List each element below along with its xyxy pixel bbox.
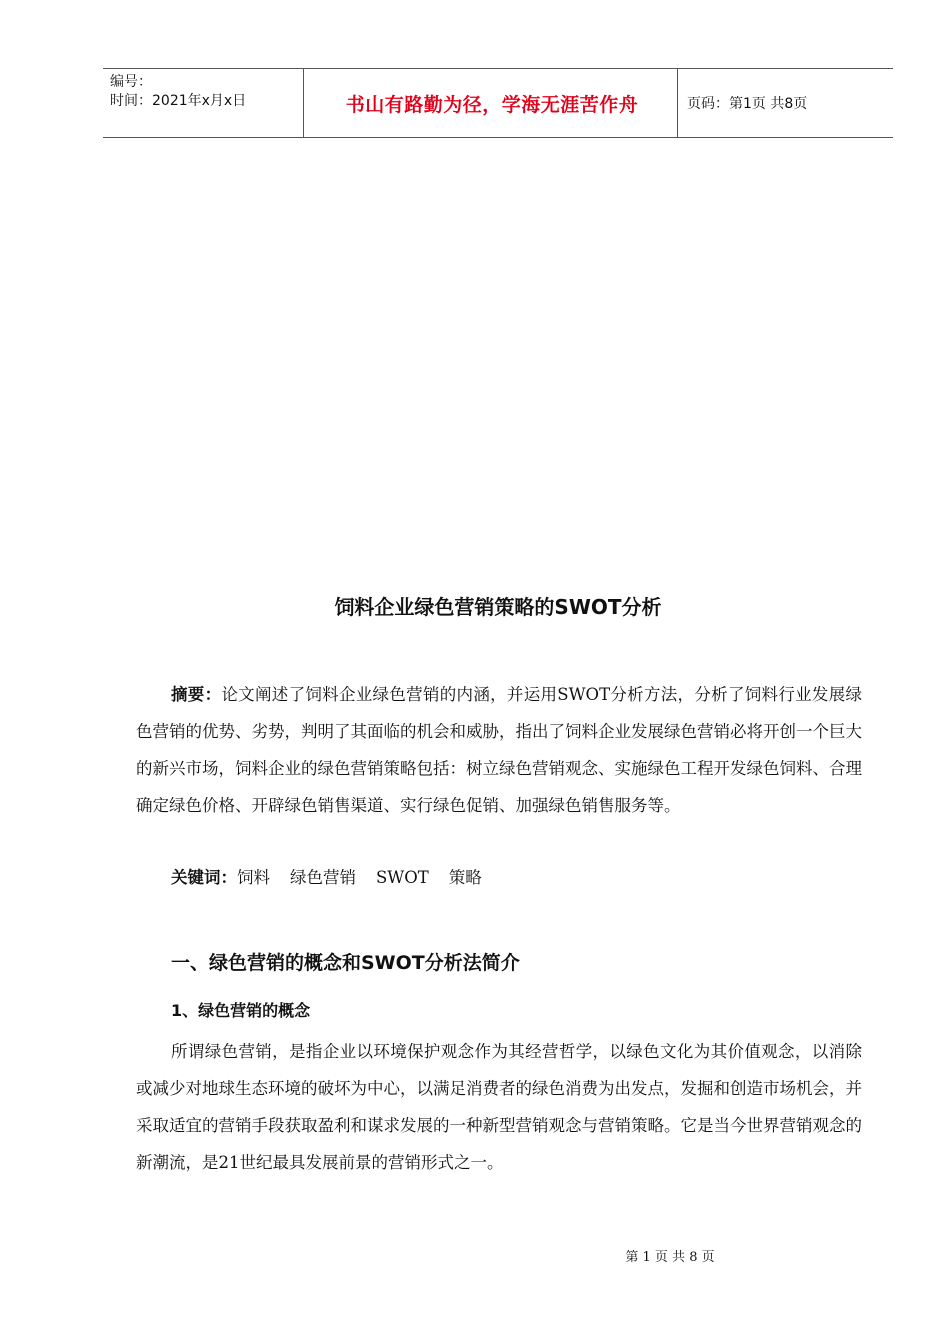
section-heading: 一、绿色营销的概念和SWOT分析法简介 [171,952,520,974]
header-meta [110,73,246,111]
page-footer: 第 1 页 共 8 页 [625,1250,715,1265]
abstract-paragraph [136,676,862,824]
abstract-label: 摘要： [171,685,222,704]
abstract-text: 论文阐述了饲料企业绿色营销的内涵，并运用SWOT分析方法，分析了饲料行业发展绿色营销的优势、劣势，判明了其面临的机会和威胁，指出了饲料企业发展绿色营销必将开创一个巨大的新兴市场，饲料企业的绿色营销策略包括：树立绿色营销观念、实施绿色工程开发绿色饲料、合理确定绿色价格、开辟绿色销售渠道、实行绿色促销、加强绿色销售服务等。 [136,685,863,815]
document-time-label: 时间：2021年x月x日 [110,93,247,109]
header-motto: 书山有路勤为径，学海无涯苦作舟 [345,93,639,116]
keyword: 绿色营销 [290,868,356,887]
keywords-line [171,862,502,894]
document-title: 饲料企业绿色营销策略的SWOT分析 [334,595,662,619]
subsection-heading: 1、绿色营销的概念 [171,1001,311,1020]
header-divider [677,69,678,137]
header-divider [303,69,304,137]
page-header [103,68,893,138]
body-paragraph: 所谓绿色营销，是指企业以环境保护观念作为其经营哲学，以绿色文化为其价值观念，以消除或减少对地球生态环境的破坏为中心，以满足消费者的绿色消费为出发点，发掘和创造市场机会，并采取适宜的营销手段获取盈利和谋求发展的一种新型营销观念与营销策略。它是当今世界营销观念的新潮流，是21世纪最具发展前景的营销形式之一。 [136,1042,862,1172]
header-page-label: 页码：第1页 共8页 [687,96,808,112]
keyword: 饲料 [237,868,270,887]
keywords-label: 关键词： [171,868,237,887]
keyword: SWOT [376,868,429,887]
document-number-label: 编号： [110,74,152,90]
keyword: 策略 [448,868,482,887]
